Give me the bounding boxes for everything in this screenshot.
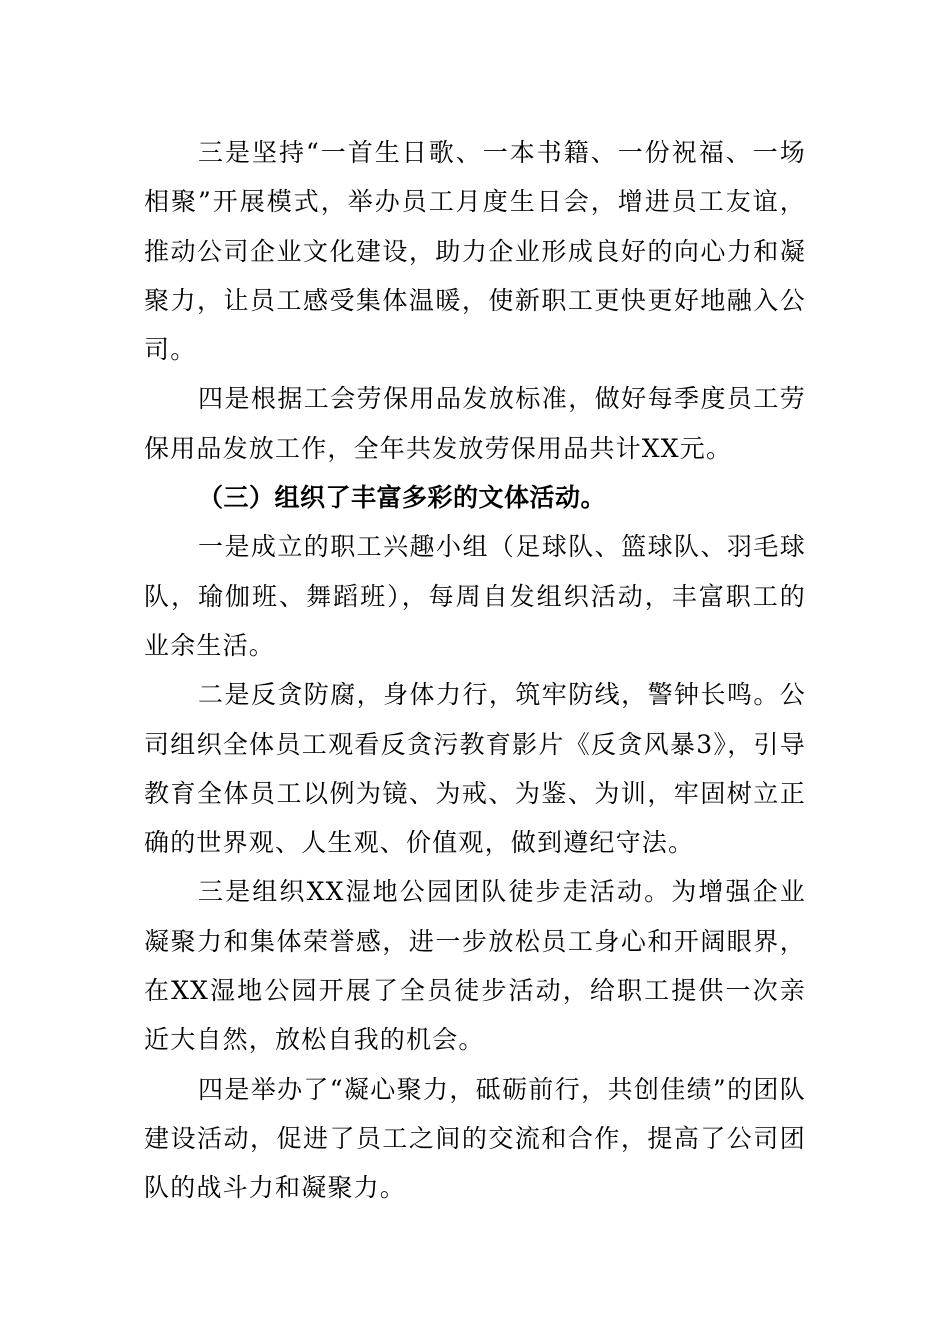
section-heading-cultural-activities: （三）组织了丰富多彩的文体活动。 [198, 483, 607, 513]
paragraph-wetland-hike: 三是组织XX湿地公园团队徒步走活动。为增强企业凝聚力和集体荣誉感，进一步放松员工身心和开阔眼界，在XX湿地公园开展了全员徒步活动，给职工提供一次亲近大自然，放松自我的机会。 [144, 877, 806, 1055]
paragraph-team-building: 四是举办了“凝心聚力，砥砺前行，共创佳绩”的团队建设活动，促进了员工之间的交流和合作，提高了公司团队的战斗力和凝聚力。 [144, 1074, 806, 1203]
document-body [144, 128, 806, 1213]
paragraph-interest-groups: 一是成立的职工兴趣小组（足球队、篮球队、羽毛球队，瑜伽班、舞蹈班），每周自发组织活动，丰富职工的业余生活。 [144, 532, 806, 660]
paragraph-labor-supplies: 四是根据工会劳保用品发放标准，做好每季度员工劳保用品发放工作，全年共发放劳保用品共计XX元。 [144, 384, 806, 463]
paragraph-anti-corruption: 二是反贪防腐，身体力行，筑牢防线，警钟长鸣。公司组织全体员工观看反贪污教育影片《反贪风暴3》，引导教育全体员工以例为镜、为戒、为鉴、为训，牢固树立正确的世界观、人生观、价值观，做到遵纪守法。 [144, 680, 806, 858]
paragraph-birthday-party: 三是坚持“一首生日歌、一本书籍、一份祝福、一场相聚”开展模式，举办员工月度生日会，增进员工友谊，推动公司企业文化建设，助力企业形成良好的向心力和凝聚力，让员工感受集体温暖，使新职工更快更好地融入公司。 [144, 138, 806, 365]
